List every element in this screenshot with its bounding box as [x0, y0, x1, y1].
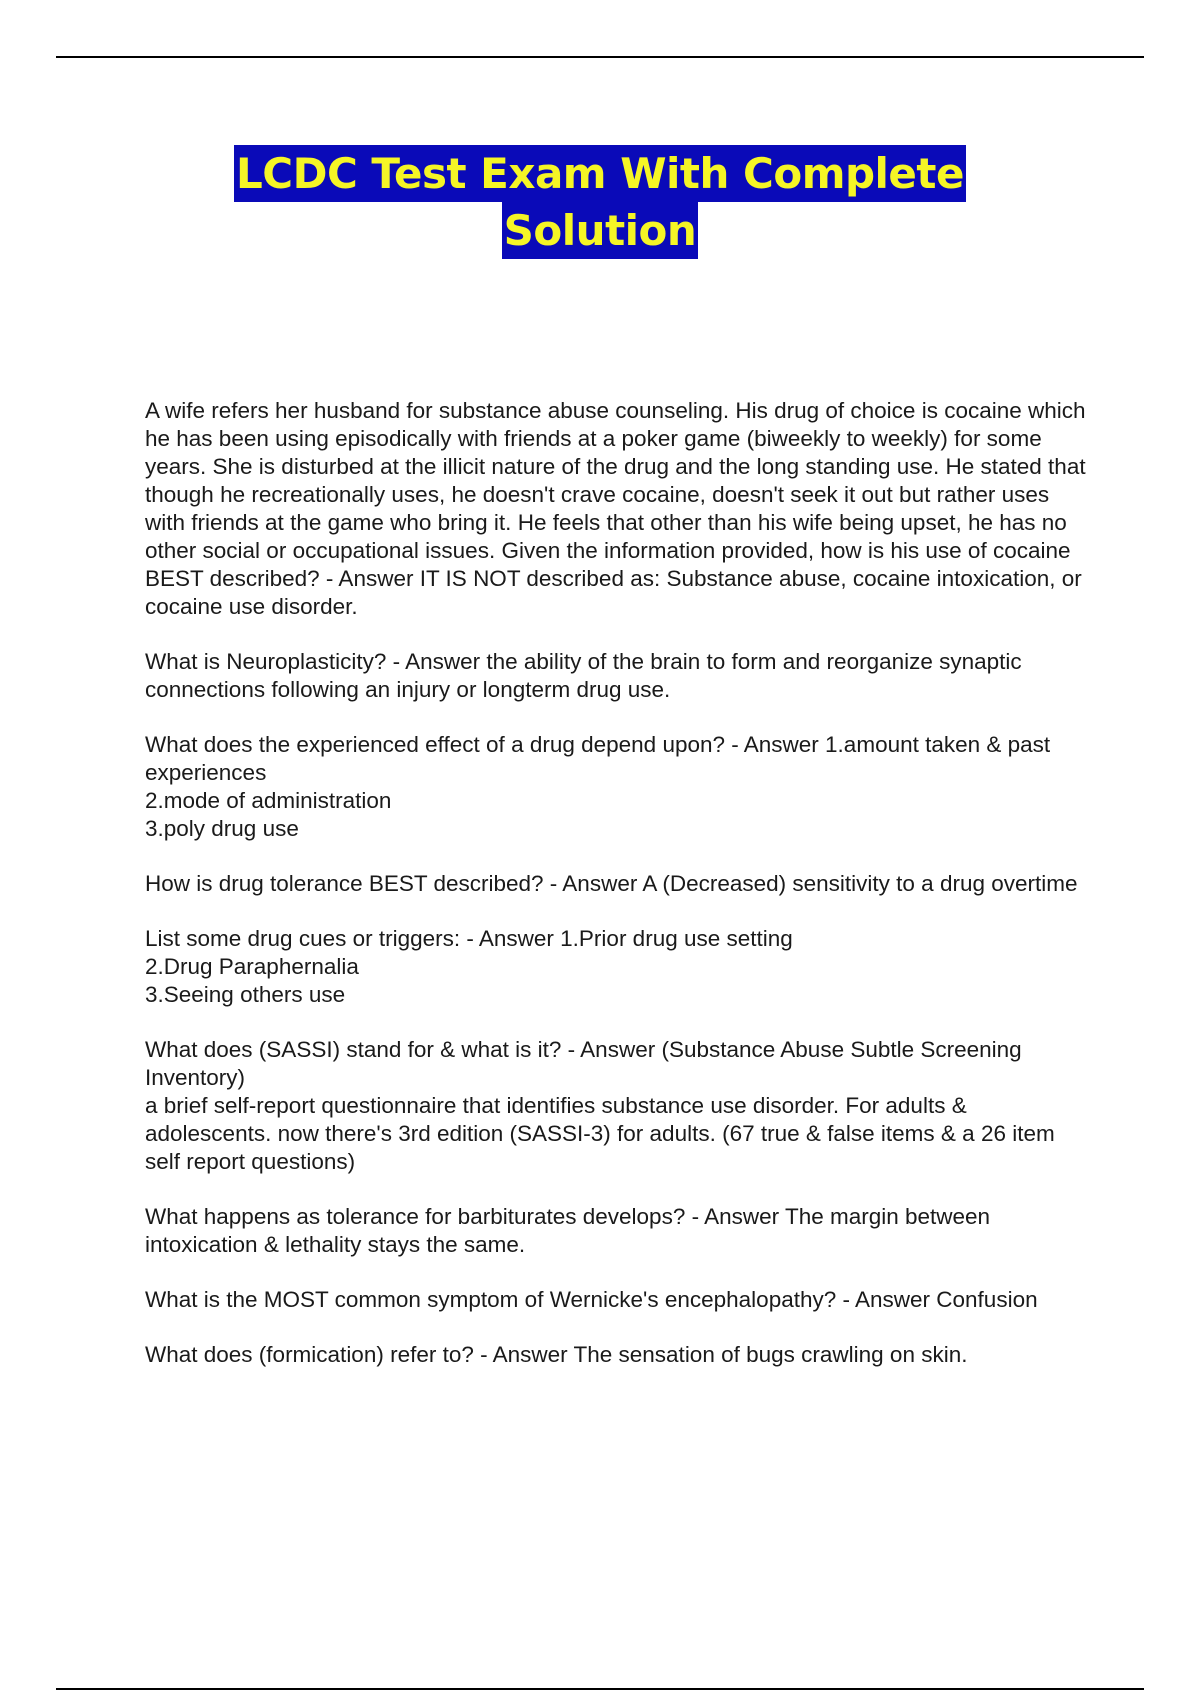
- qa-entry-drug-cues: List some drug cues or triggers: - Answer 1.Prior drug use setting 2.Drug Paraphernalia 3.Seeing others use: [145, 926, 793, 1007]
- document-title: [0, 145, 1200, 259]
- qa-entry-cocaine-use: A wife refers her husband for substance abuse counseling. His drug of choice is cocaine which he has been using episodically with friends at a poker game (biweekly to weekly) for some years. She is disturbed at the illicit nature of the drug and the long standing use. He stated that though he recreationally uses, he doesn't crave cocaine, doesn't seek it out but rather uses with friends at the game who bring it. He feels that other than his wife being upset, he has no other social or occupational issues. Given the information provided, how is his use of cocaine BEST described? - Answer IT IS NOT described as: Substance abuse, cocaine intoxication, or cocaine use disorder.: [145, 398, 1086, 619]
- bottom-divider: [56, 1688, 1144, 1690]
- title-line-2: Solution: [502, 202, 699, 259]
- qa-entry-tolerance: How is drug tolerance BEST described? - Answer A (Decreased) sensitivity to a drug overtime: [145, 871, 1078, 896]
- qa-entry-barbiturates: What happens as tolerance for barbiturates develops? - Answer The margin between intoxication & lethality stays the same.: [145, 1204, 991, 1257]
- qa-entry-sassi: What does (SASSI) stand for & what is it? - Answer (Substance Abuse Subtle Screening Inventory) a brief self-report questionnaire that identifies substance use disorder. For adults & adolescents. now there's 3rd edition (SASSI-3) for adults. (67 true & false items & a 26 item self report questions): [145, 1037, 1055, 1174]
- top-divider: [56, 56, 1144, 58]
- qa-entry-formication: What does (formication) refer to? - Answer The sensation of bugs crawling on skin.: [145, 1342, 968, 1367]
- qa-list: [145, 397, 1095, 1396]
- title-line-1: LCDC Test Exam With Complete: [234, 145, 966, 202]
- qa-entry-neuroplasticity: What is Neuroplasticity? - Answer the ability of the brain to form and reorganize synaptic connections following an injury or longterm drug use.: [145, 649, 1022, 702]
- qa-entry-wernicke: What is the MOST common symptom of Wernicke's encephalopathy? - Answer Confusion: [145, 1287, 1038, 1312]
- qa-entry-drug-effect: What does the experienced effect of a drug depend upon? - Answer 1.amount taken & past experiences 2.mode of administration 3.poly drug use: [145, 732, 1051, 841]
